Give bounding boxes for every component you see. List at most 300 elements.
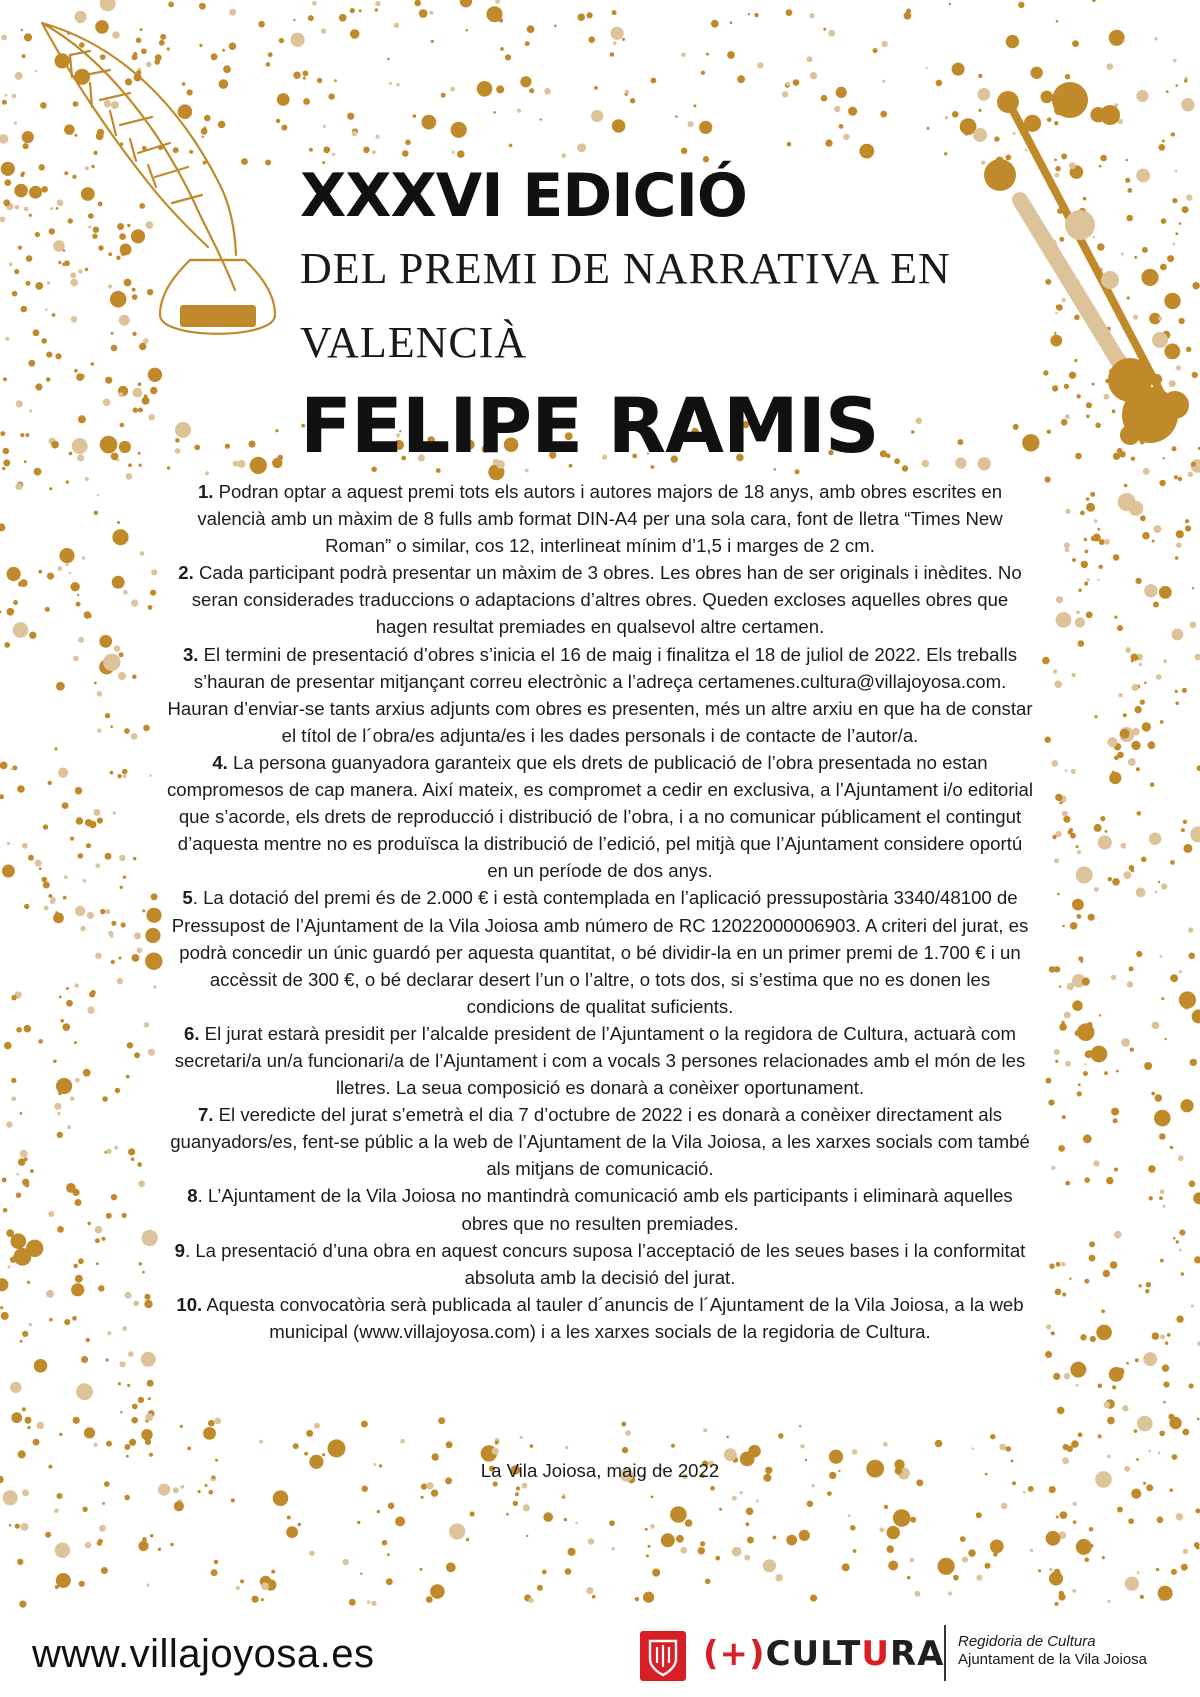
confetti-dot	[513, 1501, 518, 1506]
confetti-dot	[127, 1384, 130, 1387]
confetti-dot	[1083, 1071, 1088, 1076]
confetti-dot	[75, 787, 83, 795]
confetti-dot	[915, 1591, 921, 1597]
confetti-dot	[706, 53, 709, 56]
confetti-dot	[151, 569, 157, 575]
confetti-dot	[80, 926, 85, 931]
rule-text: . La presentació d’una obra en aquest concurs suposa l’acceptació de les seues bases i la conformitat absoluta amb la decisió del jurat.	[185, 1239, 1026, 1288]
confetti-dot	[622, 38, 625, 41]
confetti-dot	[705, 1579, 711, 1585]
confetti-dot	[1072, 899, 1084, 911]
confetti-dot	[565, 1446, 569, 1450]
confetti-dot	[94, 511, 98, 515]
confetti-dot	[21, 306, 28, 313]
confetti-dot	[59, 996, 62, 999]
confetti-dot	[1085, 550, 1089, 554]
confetti-dot	[97, 494, 99, 496]
confetti-dot	[621, 1422, 626, 1427]
confetti-dot	[12, 94, 17, 99]
confetti-dot	[884, 1505, 888, 1509]
confetti-dot	[1076, 1539, 1092, 1555]
confetti-dot	[51, 897, 56, 902]
confetti-dot	[84, 1427, 95, 1438]
confetti-dot	[1065, 1181, 1070, 1186]
confetti-dot	[85, 819, 92, 826]
confetti-dot	[322, 1453, 325, 1456]
confetti-dot	[142, 397, 150, 405]
confetti-dot	[72, 438, 88, 454]
confetti-dot	[730, 21, 733, 24]
confetti-dot	[119, 538, 124, 543]
confetti-dot	[1163, 1382, 1169, 1388]
confetti-dot	[1123, 39, 1126, 42]
confetti-dot	[1100, 816, 1105, 821]
confetti-dot	[377, 1510, 380, 1513]
confetti-dot	[1134, 1429, 1138, 1433]
confetti-dot	[76, 1383, 93, 1400]
confetti-dot	[111, 960, 115, 964]
confetti-dot	[170, 1543, 174, 1547]
confetti-dot	[22, 1179, 29, 1186]
confetti-dot	[1121, 1038, 1130, 1047]
confetti-dot	[1128, 758, 1136, 766]
confetti-dot	[1053, 669, 1057, 673]
confetti-dot	[11, 1412, 22, 1423]
confetti-dot	[517, 109, 521, 113]
confetti-dot	[29, 632, 36, 639]
confetti-dot	[1059, 1591, 1064, 1596]
confetti-dot	[1069, 828, 1073, 832]
confetti-dot	[515, 1492, 519, 1496]
confetti-dot	[24, 460, 27, 463]
confetti-dot	[500, 47, 504, 51]
confetti-dot	[0, 794, 4, 799]
confetti-dot	[87, 1006, 94, 1013]
confetti-dot	[145, 953, 162, 970]
confetti-dot	[148, 368, 162, 382]
confetti-dot	[1151, 1092, 1155, 1096]
confetti-dot	[1117, 1507, 1123, 1513]
confetti-dot	[138, 1541, 148, 1551]
confetti-dot	[1188, 953, 1195, 960]
confetti-dot	[45, 1532, 51, 1538]
confetti-dot	[74, 1041, 77, 1044]
confetti-dot	[105, 909, 110, 914]
confetti-dot	[117, 978, 123, 984]
confetti-dot	[1, 1312, 9, 1320]
confetti-dot	[1086, 497, 1090, 501]
confetti-dot	[78, 1258, 84, 1264]
confetti-dot	[843, 134, 850, 141]
confetti-dot	[158, 1548, 161, 1551]
confetti-dot	[4, 1042, 12, 1050]
rule-item	[165, 1291, 1035, 1345]
confetti-dot	[0, 1278, 8, 1291]
confetti-dot	[21, 29, 23, 31]
confetti-dot	[493, 111, 496, 114]
confetti-dot	[69, 452, 73, 456]
confetti-dot	[661, 1533, 675, 1547]
confetti-dot	[10, 1382, 21, 1393]
confetti-dot	[214, 1560, 219, 1565]
confetti-dot	[13, 622, 29, 638]
confetti-dot	[42, 877, 48, 883]
confetti-dot	[1085, 1557, 1090, 1562]
confetti-dot	[554, 25, 557, 28]
confetti-dot	[495, 0, 500, 4]
confetti-dot	[1182, 688, 1187, 693]
confetti-dot	[1053, 1373, 1060, 1380]
confetti-dot	[0, 611, 2, 614]
rule-text: . La dotació del premi és de 2.000 € i està contemplada en l’aplicació pressupostària 3340/48100 de Pressupost de l’Ajuntament de la Vila Joiosa amb número de RC 12022000006903. A criteri del jurat, es podrà concedir un únic guardó per aquesta quantitat, o bé dividir-la en un primer premi de 1.700 € i un accèssit de 300 €, o bé declarar desert l’un o l’altre, o tots dos, si s’estima que no es donen les condicions de qualitat suficients.	[171, 887, 1029, 1017]
confetti-dot	[146, 908, 161, 923]
confetti-dot	[72, 1316, 77, 1321]
confetti-dot	[1094, 887, 1099, 892]
confetti-dot	[11, 995, 17, 1001]
confetti-dot	[225, 444, 230, 449]
confetti-dot	[1125, 647, 1131, 653]
confetti-dot	[542, 1570, 547, 1575]
confetti-dot	[54, 747, 57, 750]
confetti-dot	[118, 1382, 121, 1385]
confetti-dot	[757, 62, 763, 68]
confetti-dot	[323, 125, 326, 128]
confetti-dot	[1183, 820, 1187, 824]
confetti-dot	[710, 1486, 715, 1491]
confetti-dot	[95, 953, 101, 959]
rule-item	[165, 749, 1035, 884]
confetti-dot	[20, 1112, 23, 1115]
confetti-dot	[20, 433, 24, 437]
confetti-dot	[1097, 528, 1100, 531]
confetti-dot	[261, 1582, 269, 1590]
confetti-dot	[75, 1078, 80, 1083]
confetti-dot	[309, 148, 313, 152]
confetti-dot	[371, 1601, 376, 1606]
rule-text: La persona guanyadora garanteix que els drets de publicació de l’obra presentada no estan compromesos de cap manera. Així mateix, es compromet a cedir en exclusiva, a l’Ajuntament i/o editorial que s’acorde, els drets de reproducció i distribució de l’obra, i a no comunicar públicament el contingut d’aquesta mentre no es produïsca la distribució de l’edició, pel mitjà que l’Ajuntament considere oportú en un període de dos anys.	[166, 751, 1034, 882]
confetti-dot	[387, 1553, 390, 1556]
confetti-dot	[119, 652, 124, 657]
confetti-dot	[1018, 2, 1024, 8]
confetti-dot	[925, 67, 927, 69]
confetti-dot	[57, 566, 62, 571]
confetti-dot	[719, 1508, 722, 1511]
confetti-dot	[199, 3, 206, 10]
confetti-dot	[1146, 1484, 1153, 1491]
confetti-dot	[715, 1556, 720, 1561]
quill-inkwell-icon	[30, 15, 290, 355]
confetti-dot	[1080, 1334, 1086, 1340]
confetti-dot	[1132, 684, 1139, 691]
rule-text: Podran optar a aquest premi tots els autors i autores majors de 18 anys, amb obres escrites en valencià amb un màxim de 8 fulls amb format DIN-A4 per una sola cara, font de lletra “Times New Roman” o similar, cos 12, interlineat mínim d’1,5 i marges de 2 cm.	[197, 481, 1003, 557]
confetti-dot	[91, 362, 95, 366]
confetti-dot	[732, 1496, 737, 1501]
confetti-dot	[1163, 1205, 1166, 1208]
confetti-dot	[1159, 586, 1172, 599]
confetti-dot	[1109, 30, 1125, 46]
confetti-dot	[395, 1516, 405, 1526]
cultura-logo-text-b: RA	[889, 1634, 945, 1674]
confetti-dot	[460, 0, 472, 7]
confetti-dot	[117, 521, 120, 524]
confetti-dot	[1082, 978, 1090, 986]
confetti-dot	[97, 728, 101, 732]
confetti-dot	[711, 20, 719, 28]
confetti-dot	[1056, 1262, 1061, 1267]
confetti-dot	[778, 1433, 784, 1439]
confetti-dot	[56, 1078, 72, 1094]
confetti-dot	[842, 1563, 850, 1571]
confetti-dot	[142, 1537, 147, 1542]
confetti-dot	[1078, 1083, 1081, 1086]
confetti-dot	[1145, 1289, 1149, 1293]
confetti-dot	[853, 1549, 857, 1553]
confetti-dot	[807, 1501, 813, 1507]
confetti-dot	[793, 80, 798, 85]
confetti-dot	[1129, 966, 1134, 971]
confetti-dot	[1067, 1446, 1073, 1452]
confetti-dot	[332, 153, 335, 156]
confetti-dot	[1152, 1022, 1160, 1030]
confetti-dot	[69, 572, 72, 575]
confetti-dot	[1102, 1556, 1105, 1559]
confetti-dot	[275, 429, 278, 432]
confetti-dot	[5, 94, 8, 97]
confetti-dot	[807, 56, 813, 62]
confetti-dot	[9, 263, 13, 267]
confetti-dot	[1023, 1491, 1026, 1494]
confetti-dot	[1123, 713, 1127, 717]
confetti-dot	[128, 463, 132, 467]
confetti-dot	[105, 713, 110, 718]
cultura-logo-paren: (+)	[703, 1634, 766, 1674]
confetti-dot	[748, 1445, 761, 1458]
confetti-dot	[1120, 729, 1130, 739]
confetti-dot	[859, 144, 874, 159]
confetti-dot	[139, 1262, 142, 1265]
confetti-dot	[0, 134, 8, 144]
confetti-dot	[588, 36, 595, 43]
confetti-dot	[1107, 737, 1117, 747]
confetti-dot	[848, 1514, 851, 1517]
confetti-dot	[65, 563, 68, 566]
confetti-dot	[209, 1490, 214, 1495]
confetti-dot	[1142, 532, 1150, 540]
confetti-dot	[298, 1523, 301, 1526]
confetti-dot	[205, 1484, 208, 1487]
confetti-dot	[293, 72, 300, 79]
confetti-dot	[73, 1264, 78, 1269]
confetti-dot	[1160, 1189, 1165, 1194]
confetti-dot	[419, 9, 428, 18]
confetti-dot	[1149, 833, 1162, 846]
confetti-dot	[120, 1361, 126, 1367]
confetti-dot	[1107, 1600, 1110, 1603]
confetti-dot	[737, 75, 745, 83]
confetti-dot	[577, 143, 586, 152]
confetti-dot	[1, 35, 7, 41]
confetti-dot	[1158, 1586, 1173, 1601]
confetti-dot	[699, 121, 712, 134]
confetti-dot	[799, 1530, 810, 1541]
confetti-dot	[291, 33, 305, 47]
confetti-dot	[643, 1592, 654, 1603]
confetti-dot	[1149, 1450, 1152, 1453]
confetti-dot	[150, 590, 156, 596]
confetti-dot	[1076, 1384, 1079, 1387]
confetti-dot	[43, 824, 48, 829]
confetti-dot	[449, 1523, 465, 1539]
confetti-dot	[1143, 1352, 1157, 1366]
confetti-dot	[8, 1266, 11, 1269]
confetti-dot	[609, 1520, 615, 1526]
confetti-dot	[1, 162, 15, 176]
confetti-dot	[375, 1, 380, 6]
confetti-dot	[259, 1440, 263, 1444]
confetti-dot	[1061, 1262, 1065, 1266]
confetti-dot	[180, 1425, 183, 1428]
confetti-dot	[352, 131, 358, 137]
confetti-dot	[754, 13, 758, 17]
confetti-dot	[238, 460, 246, 468]
confetti-dot	[1056, 612, 1072, 628]
confetti-dot	[1140, 515, 1146, 521]
confetti-dot	[145, 928, 160, 943]
confetti-dot	[1163, 1401, 1166, 1404]
confetti-dot	[1051, 1331, 1055, 1335]
confetti-dot	[147, 1584, 150, 1587]
rule-item	[165, 559, 1035, 640]
confetti-dot	[703, 1428, 707, 1432]
confetti-dot	[53, 913, 64, 924]
confetti-dot	[431, 40, 434, 43]
confetti-dot	[73, 656, 79, 662]
confetti-dot	[15, 72, 23, 80]
footer-website-link[interactable]: www.villajoyosa.es	[32, 1632, 375, 1676]
confetti-dot	[953, 1575, 959, 1581]
confetti-dot	[350, 8, 355, 13]
confetti-dot	[396, 83, 399, 86]
confetti-dot	[1069, 1278, 1071, 1280]
confetti-dot	[1144, 1062, 1152, 1070]
confetti-dot	[128, 1351, 134, 1357]
confetti-dot	[349, 1599, 356, 1606]
confetti-dot	[952, 63, 965, 76]
confetti-dot	[119, 441, 131, 453]
confetti-dot	[1112, 878, 1120, 886]
confetti-dot	[565, 1568, 572, 1575]
confetti-dot	[1101, 1309, 1105, 1313]
confetti-dot	[103, 654, 120, 671]
confetti-dot	[1179, 991, 1196, 1008]
confetti-dot	[86, 843, 91, 848]
confetti-dot	[70, 837, 74, 841]
confetti-dot	[1057, 893, 1060, 896]
confetti-dot	[509, 144, 513, 148]
confetti-dot	[938, 1558, 955, 1575]
confetti-dot	[529, 88, 534, 93]
confetti-dot	[1046, 1531, 1061, 1546]
confetti-dot	[153, 985, 156, 988]
confetti-dot	[3, 377, 7, 381]
confetti-dot	[976, 1575, 982, 1581]
confetti-dot	[1106, 63, 1113, 70]
confetti-dot	[985, 1563, 991, 1569]
confetti-dot	[1190, 1059, 1197, 1066]
confetti-dot	[87, 614, 92, 619]
confetti-dot	[544, 88, 551, 95]
confetti-dot	[116, 459, 119, 462]
confetti-dot	[132, 674, 137, 679]
confetti-dot	[1163, 659, 1167, 663]
confetti-dot	[108, 931, 113, 936]
confetti-dot	[470, 1511, 475, 1516]
rule-text: . L’Ajuntament de la Vila Joiosa no mantindrà comunicació amb els participants i eliminarà aquelles obres que no resulten premiades.	[197, 1185, 1013, 1234]
confetti-dot	[145, 1439, 151, 1445]
confetti-dot	[543, 1512, 553, 1522]
confetti-dot	[51, 441, 59, 449]
confetti-dot	[1090, 492, 1095, 497]
confetti-dot	[85, 477, 89, 481]
confetti-dot	[828, 30, 835, 37]
confetti-dot	[1165, 1342, 1168, 1345]
confetti-dot	[137, 948, 143, 954]
confetti-dot	[1179, 1249, 1182, 1252]
confetti-dot	[38, 1039, 43, 1044]
confetti-dot	[376, 135, 380, 139]
confetti-dot	[1049, 1486, 1056, 1493]
confetti-dot	[2, 100, 7, 105]
confetti-dot	[95, 1226, 103, 1234]
confetti-dot	[121, 922, 126, 927]
confetti-dot	[567, 1548, 575, 1556]
confetti-dot	[1071, 673, 1075, 677]
confetti-dot	[214, 1418, 221, 1425]
place-date: La Vila Joiosa, maig de 2022	[480, 1460, 720, 1481]
confetti-dot	[675, 115, 678, 118]
confetti-dot	[56, 682, 65, 691]
confetti-dot	[122, 769, 128, 775]
confetti-dot	[1106, 1177, 1113, 1184]
confetti-dot	[1168, 1414, 1174, 1420]
confetti-dot	[343, 1559, 349, 1565]
rule-item	[165, 1237, 1035, 1291]
confetti-dot	[194, 445, 200, 451]
confetti-dot	[1049, 1568, 1053, 1572]
confetti-dot	[67, 1125, 71, 1129]
confetti-dot	[681, 148, 688, 155]
confetti-dot	[888, 1561, 898, 1571]
confetti-dot	[1006, 35, 1019, 48]
confetti-dot	[309, 1551, 315, 1557]
confetti-dot	[106, 1149, 111, 1154]
confetti-dot	[110, 725, 113, 728]
confetti-dot	[1195, 654, 1200, 661]
confetti-dot	[685, 1519, 693, 1527]
confetti-dot	[134, 932, 141, 939]
confetti-dot	[149, 1453, 153, 1457]
confetti-dot	[133, 407, 138, 412]
confetti-dot	[125, 1292, 132, 1299]
confetti-dot	[83, 1069, 91, 1077]
confetti-dot	[1148, 741, 1156, 749]
confetti-dot	[1180, 1099, 1193, 1112]
confetti-dot	[1107, 1455, 1111, 1459]
confetti-dot	[1161, 883, 1167, 889]
confetti-dot	[252, 1596, 259, 1603]
confetti-dot	[22, 1407, 26, 1411]
confetti-dot	[1090, 1544, 1093, 1547]
